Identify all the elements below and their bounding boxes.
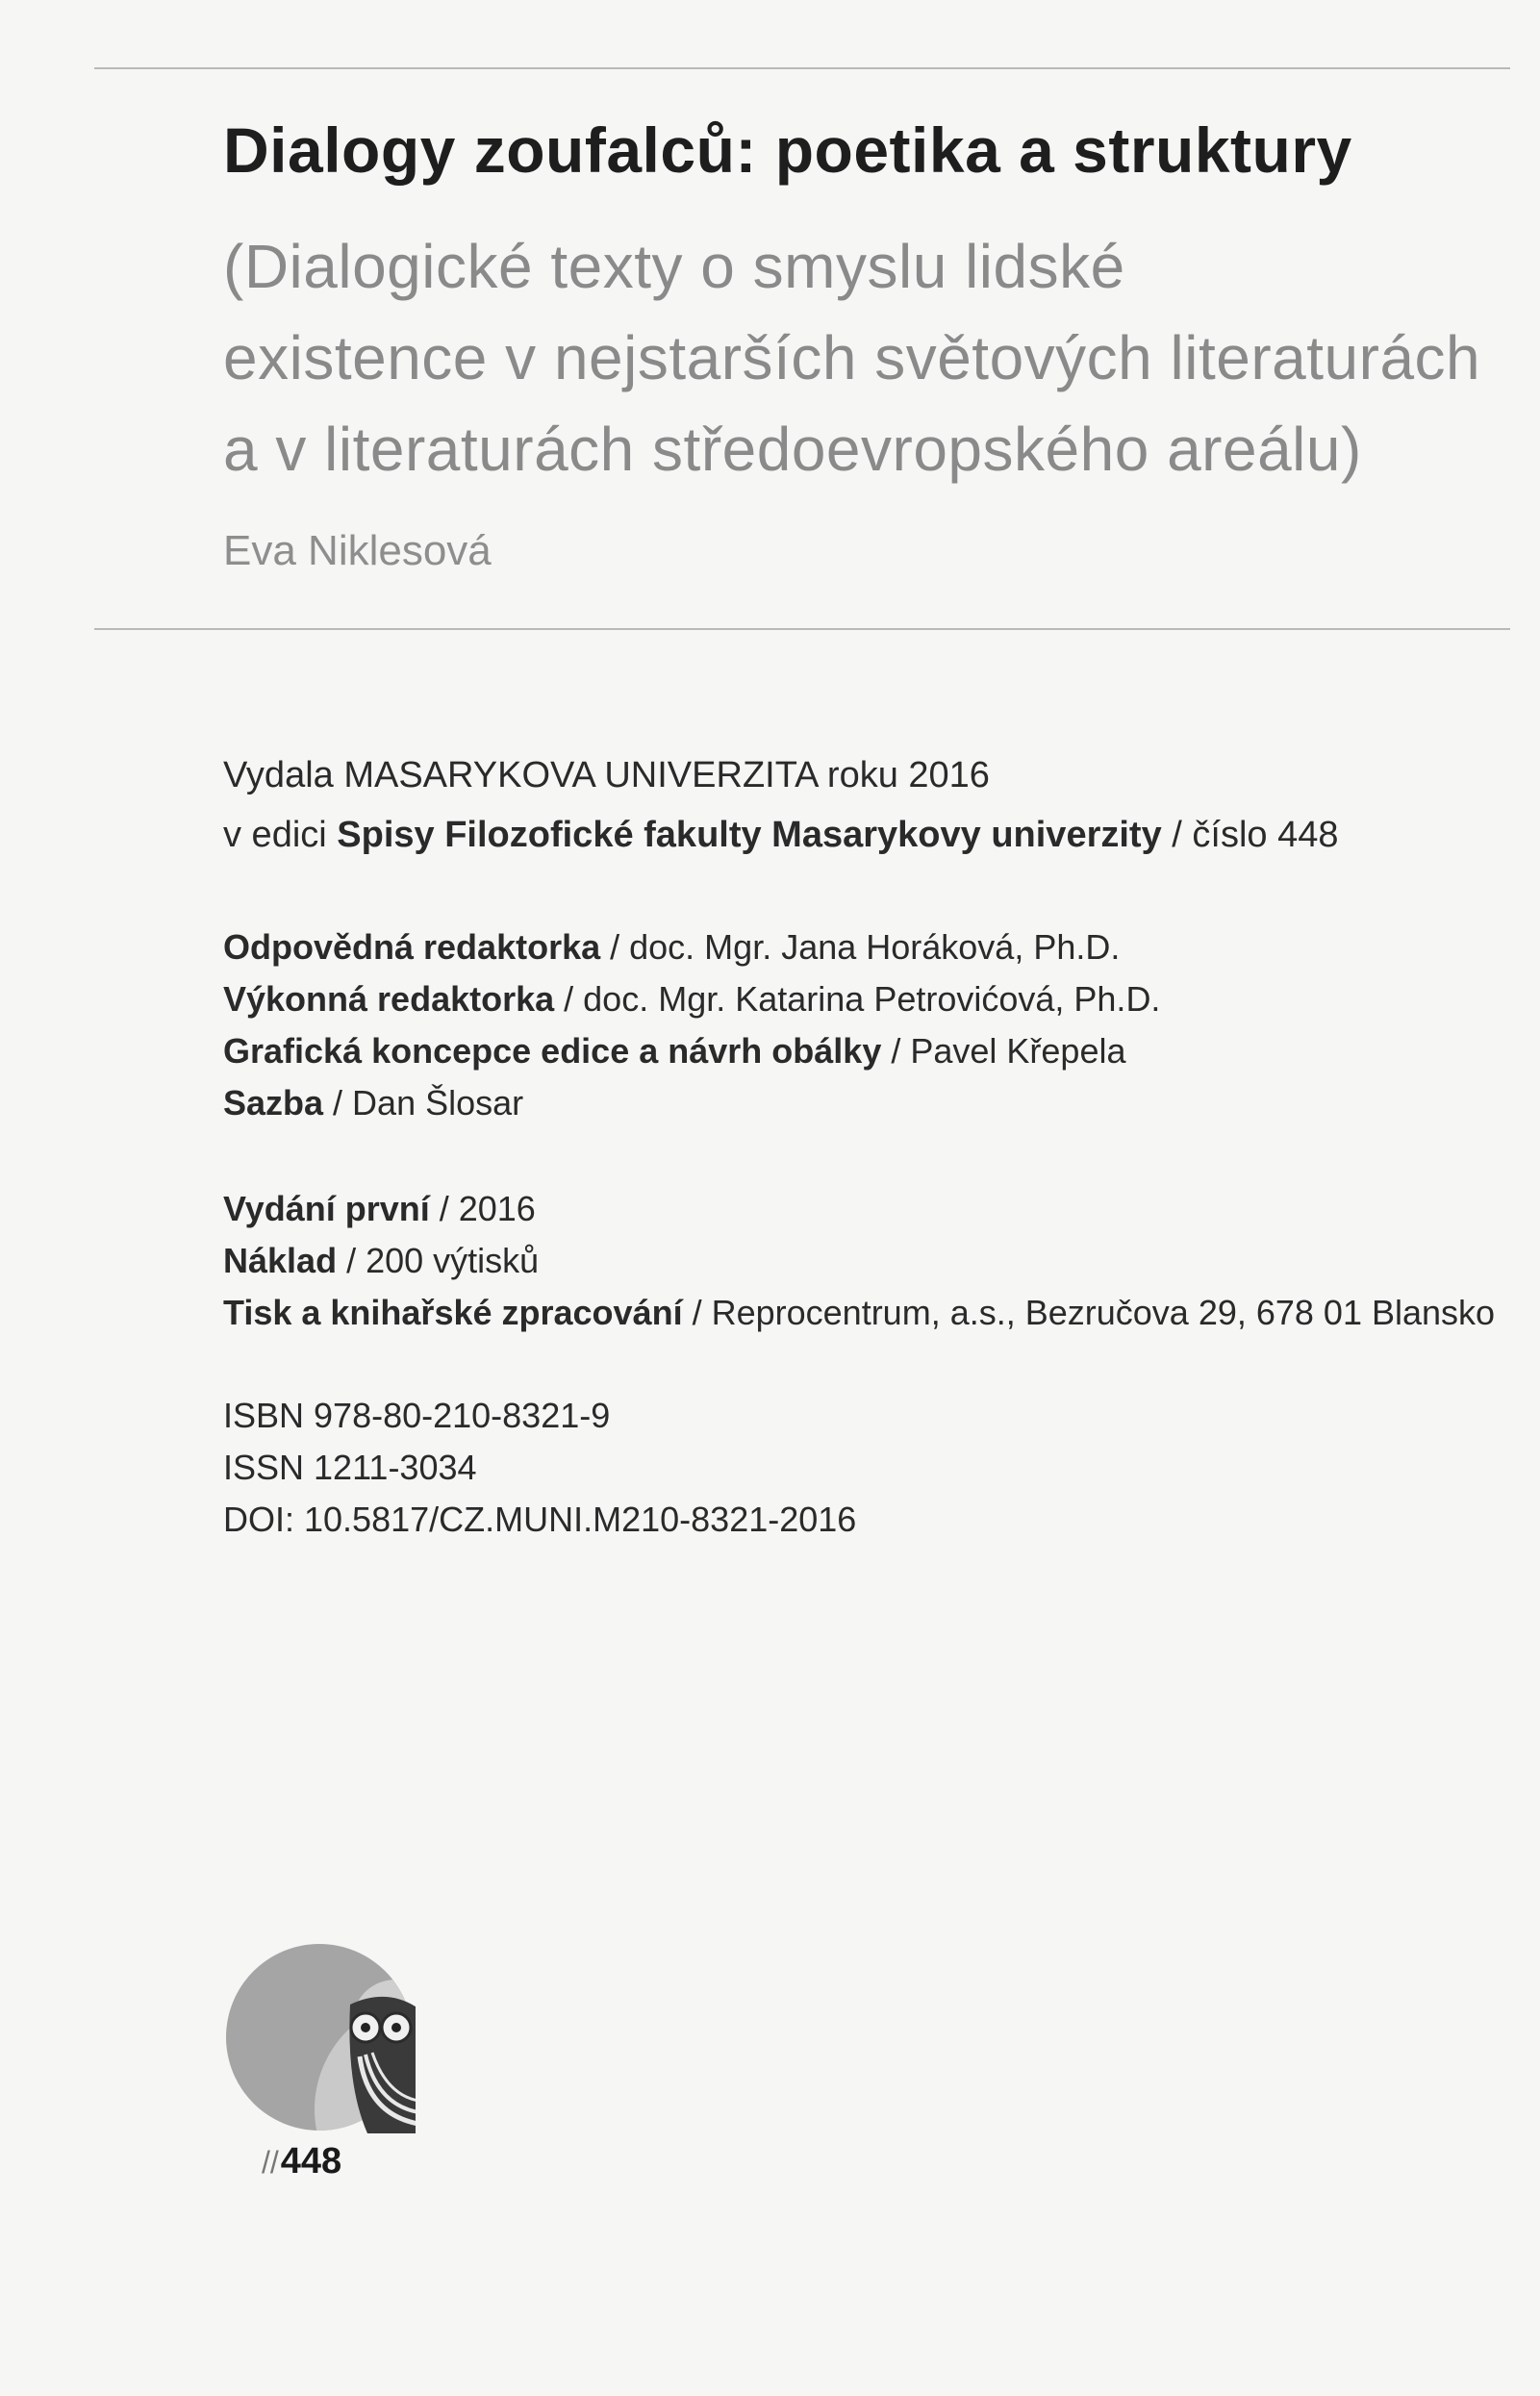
- series-number-mark: [262, 2141, 341, 2182]
- edition-line: [223, 1183, 1495, 1235]
- edition-label: Náklad: [223, 1241, 338, 1280]
- book-subtitle: [223, 221, 1502, 495]
- subtitle-line: existence v nejstarších světových literaturách: [223, 323, 1481, 392]
- credit-label: Výkonná redaktorka: [223, 979, 555, 1019]
- edition-label: Vydání první: [223, 1189, 430, 1228]
- credit-line: [223, 973, 1160, 1025]
- book-title: Dialogy zoufalců: poetika a struktury: [223, 114, 1352, 186]
- series-name: Spisy Filozofické fakulty Masarykovy univerzity: [337, 815, 1162, 855]
- doi: DOI: 10.5817/CZ.MUNI.M210-8321-2016: [223, 1500, 857, 1539]
- credit-line: [223, 921, 1160, 973]
- subtitle-line: a v literaturách středoevropského areálu): [223, 415, 1362, 484]
- credit-value: / doc. Mgr. Katarina Petrovićová, Ph.D.: [554, 979, 1161, 1019]
- top-rule: [94, 67, 1510, 69]
- middle-rule: [94, 628, 1510, 630]
- author-name: Eva Niklesová: [223, 527, 492, 574]
- edition-label: Tisk a knihařské zpracování: [223, 1293, 683, 1332]
- series-number-text: / číslo 448: [1161, 815, 1339, 855]
- subtitle-line: (Dialogické texty o smyslu lidské: [223, 232, 1125, 301]
- series-number: 448: [280, 2141, 342, 2182]
- publisher-info: [223, 745, 1338, 865]
- credit-value: / Dan Šlosar: [323, 1083, 524, 1122]
- credit-value: / Pavel Křepela: [881, 1031, 1126, 1071]
- credit-label: Odpovědná redaktorka: [223, 927, 601, 967]
- edition-line: [223, 1235, 1495, 1287]
- edition-value: / Reprocentrum, a.s., Bezručova 29, 678 01 Blansko: [682, 1293, 1496, 1332]
- publisher-line: Vydala MASARYKOVA UNIVERZITA roku 2016: [223, 755, 990, 795]
- isbn: ISBN 978-80-210-8321-9: [223, 1396, 611, 1435]
- credits-block: [223, 921, 1160, 1129]
- credit-line: [223, 1077, 1160, 1129]
- edition-line: [223, 1287, 1495, 1339]
- edition-value: / 200 výtisků: [337, 1241, 540, 1280]
- series-hash: //: [262, 2145, 279, 2180]
- edition-block: [223, 1183, 1495, 1339]
- issn: ISSN 1211-3034: [223, 1448, 477, 1487]
- credit-value: / doc. Mgr. Jana Horáková, Ph.D.: [600, 927, 1121, 967]
- identifiers-block: [223, 1390, 856, 1546]
- credit-label: Grafická koncepce edice a návrh obálky: [223, 1031, 882, 1071]
- credit-line: [223, 1025, 1160, 1077]
- owl-logo-icon: [223, 1941, 416, 2133]
- edition-value: / 2016: [429, 1189, 536, 1228]
- series-line: [223, 805, 1338, 865]
- series-prefix: v edici: [223, 815, 338, 855]
- credit-label: Sazba: [223, 1083, 324, 1122]
